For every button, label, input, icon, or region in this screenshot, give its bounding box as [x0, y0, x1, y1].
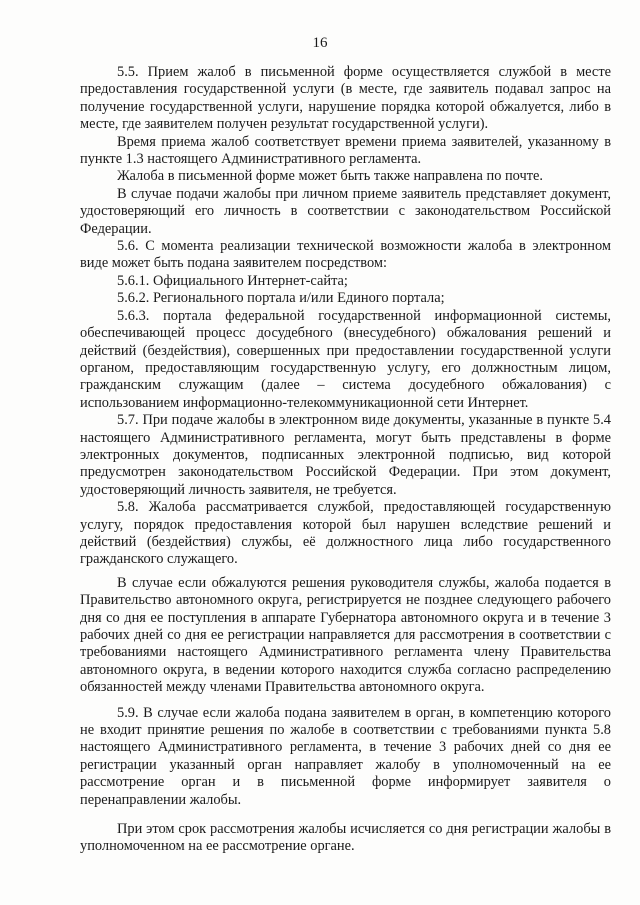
- paragraph-5-6-2: 5.6.2. Регионального портала и/или Единого портала;: [117, 290, 445, 307]
- paragraph-5-6-3: 5.6.3. портала федеральной государственной информационной системы, обеспечивающей процесс досудебного (внесудебного) обжалования решений и действий (бездействия), совершенных при предоставлении государственной услуги органом, предоставляющим государственную услугу, его должностным лицом, гражданским служащим (далее – система досудебного обжалования) с использованием информационно-телекоммуникационной сети Интернет.: [80, 307, 611, 411]
- paragraph-5-6: 5.6. С момента реализации технической возможности жалоба в электронном виде может быть подана заявителем посредством:: [80, 238, 611, 272]
- paragraph-5-8: 5.8. Жалоба рассматривается службой, предоставляющей государственную услугу, порядок предоставления которой был нарушен вследствие решений и действий (бездействия) службы, её должностного лица либо государственного гражданского служащего.: [80, 499, 611, 568]
- document-body: [80, 64, 611, 856]
- paragraph-5-7: 5.7. При подаче жалобы в электронном виде документы, указанные в пункте 5.4 настоящего Административного регламента, могут быть представлены в форме электронных документов, подписанных электронной подписью, вид которой предусмотрен законодательством Российской Федерации. При этом документ, удостоверяющий личность заявителя, не требуется.: [80, 412, 611, 498]
- paragraph-reception-time: Время приема жалоб соответствует времени приема заявителей, указанному в пункте 1.3 настоящего Административного регламента.: [80, 133, 611, 168]
- paragraph-head-appeal: В случае если обжалуются решения руководителя службы, жалоба подается в Правительство автономного округа, регистрируется не позднее следующего рабочего дня со дня ее поступления в аппарате Губернатора автономного округа и в течение 3 рабочих дней со дня ее регистрации направляется для рассмотрения в соответствии с требованиями настоящего Административного регламента члену Правительства автономного округа, в ведении которого находится служба согласно распределению обязанностей между членами Правительства автономного округа.: [80, 574, 611, 696]
- paragraph-5-6-1: 5.6.1. Официального Интернет-сайта;: [117, 272, 348, 289]
- paragraph-5-5: 5.5. Прием жалоб в письменной форме осуществляется службой в месте предоставления государственной услуги (в месте, где заявитель подавал запрос на получение государственной услуги, нарушение порядка которой обжалуется, либо в месте, где заявителем получен результат государственной услуги).: [80, 64, 611, 133]
- paragraph-by-mail: Жалоба в письменной форме может быть также направлена по почте.: [117, 168, 544, 185]
- page-number: 16: [312, 35, 328, 51]
- paragraph-5-9: 5.9. В случае если жалоба подана заявителем в орган, в компетенцию которого не входит принятие решения по жалобе в соответствии с требованиями пункта 5.8 настоящего Административного регламента, в течение 3 рабочих дней со дня ее регистрации указанный орган направляет жалобу в уполномоченный на ее рассмотрение орган и в письменной форме информирует заявителя о перенаправлении жалобы.: [80, 704, 611, 808]
- paragraph-personal-reception: В случае подачи жалобы при личном приеме заявитель представляет документ, удостоверяющий его личность в соответствии с законодательством Российской Федерации.: [80, 185, 611, 237]
- paragraph-term: При этом срок рассмотрения жалобы исчисляется со дня регистрации жалобы в уполномоченном на ее рассмотрение органе.: [80, 821, 611, 855]
